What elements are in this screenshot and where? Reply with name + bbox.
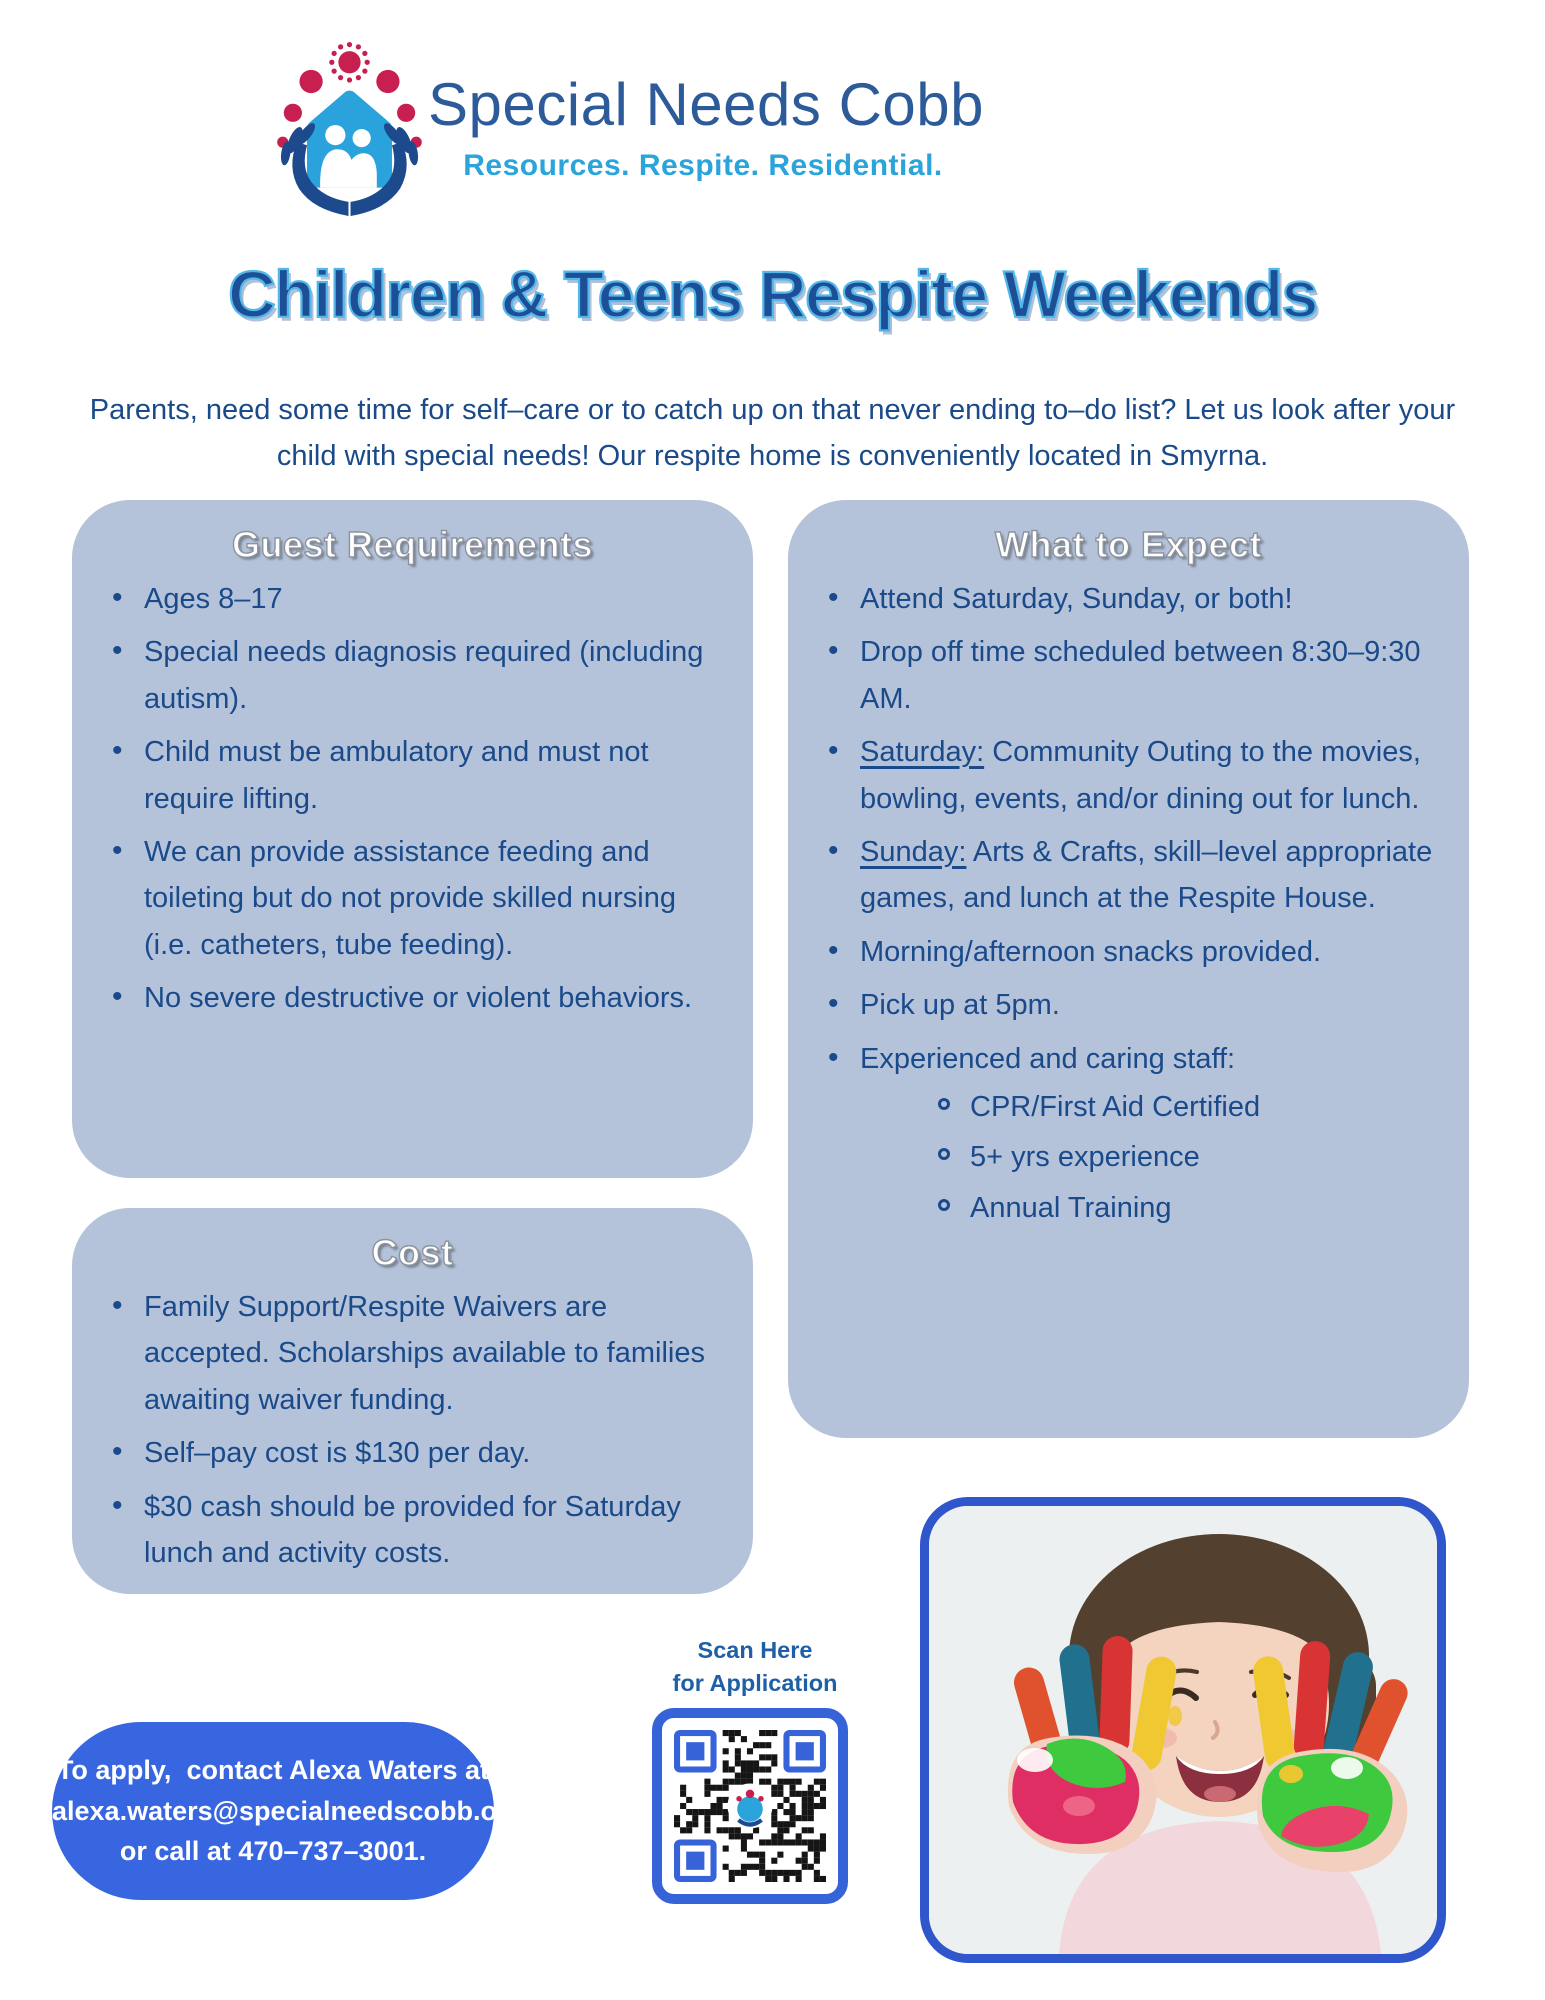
bullet-item: • $30 cash should be provided for Saturday lunch and activity costs. — [98, 1484, 729, 1577]
guest-requirements-heading: Guest Requirements — [231, 524, 594, 565]
bullet-item: • Sunday: Arts & Crafts, skill–level appropriate games, and lunch at the Respite House. — [814, 829, 1445, 922]
bullet-item: • Self–pay cost is $130 per day. — [98, 1430, 729, 1476]
bullet-item: • Morning/afternoon snacks provided. — [814, 929, 1445, 975]
what-to-expect-heading: What to Expect — [994, 524, 1262, 565]
contact-phone: or call at 470–737–3001. — [119, 1836, 427, 1867]
scan-here-label — [620, 1634, 890, 1701]
guest-requirements-box — [72, 500, 753, 1178]
bullet-item: • Pick up at 5pm. — [814, 982, 1445, 1028]
scan-here-line2: for Application — [672, 1670, 838, 1697]
child-painted-hands-illustration — [929, 1506, 1437, 1954]
underlined-lead: Sunday: — [860, 835, 967, 868]
cost-box — [72, 1208, 753, 1594]
intro-paragraph: Parents, need some time for self–care or to catch up on that never ending to–do list? Let us look after your child with special needs! Our respite home is conveniently located in Smyrna. — [89, 394, 1456, 472]
sub-bullet-list — [924, 1084, 1445, 1231]
page-title: Children & Teens Respite Weekends — [228, 257, 1317, 331]
bullet-item: • Ages 8–17 — [98, 576, 729, 622]
underlined-lead: Saturday: — [860, 736, 985, 769]
contact-pill — [52, 1722, 525, 1900]
bullet-item: • Special needs diagnosis required (including autism). — [98, 629, 729, 722]
special-needs-cobb-logo-icon — [272, 38, 427, 218]
scan-here-line1: Scan Here — [697, 1637, 813, 1663]
cost-list — [72, 1284, 753, 1576]
bullet-item: • No severe destructive or violent behaviors. — [98, 975, 729, 1021]
brand-block — [428, 70, 985, 183]
sub-bullet-item: CPR/First Aid Certified — [924, 1084, 1445, 1130]
sub-bullet-item: Annual Training — [924, 1185, 1445, 1231]
bullet-item: • Attend Saturday, Sunday, or both! — [814, 576, 1445, 622]
what-to-expect-box — [788, 500, 1469, 1438]
brand-name: Special Needs Cobb — [428, 71, 985, 138]
contact-email: alexa.waters@specialneedscobb.org — [52, 1795, 525, 1826]
bullet-item: • Family Support/Respite Waivers are accepted. Scholarships available to families awaiting waiver funding. — [98, 1284, 729, 1423]
brand-tagline: Resources. Respite. Residential. — [463, 149, 943, 182]
child-painted-hands-photo — [920, 1497, 1446, 1963]
contact-line1: To apply, contact Alexa Waters at — [56, 1755, 490, 1786]
bullet-item: • Experienced and caring staff: CPR/First Aid Certified 5+ yrs experience Annual Training — [814, 1036, 1445, 1232]
bullet-item: • We can provide assistance feeding and toileting but do not provide skilled nursing (i.e. catheters, tube feeding). — [98, 829, 729, 968]
guest-requirements-list — [72, 576, 753, 1022]
bullet-item: • Drop off time scheduled between 8:30–9:30 AM. — [814, 629, 1445, 722]
application-qr-code — [652, 1708, 848, 1904]
qr-code-svg — [674, 1730, 826, 1882]
cost-heading: Cost — [371, 1232, 454, 1273]
bullet-item: • Child must be ambulatory and must not require lifting. — [98, 729, 729, 822]
sub-bullet-item: 5+ yrs experience — [924, 1134, 1445, 1180]
what-to-expect-list — [788, 576, 1469, 1231]
bullet-item: • Saturday: Community Outing to the movies, bowling, events, and/or dining out for lunch. — [814, 729, 1445, 822]
